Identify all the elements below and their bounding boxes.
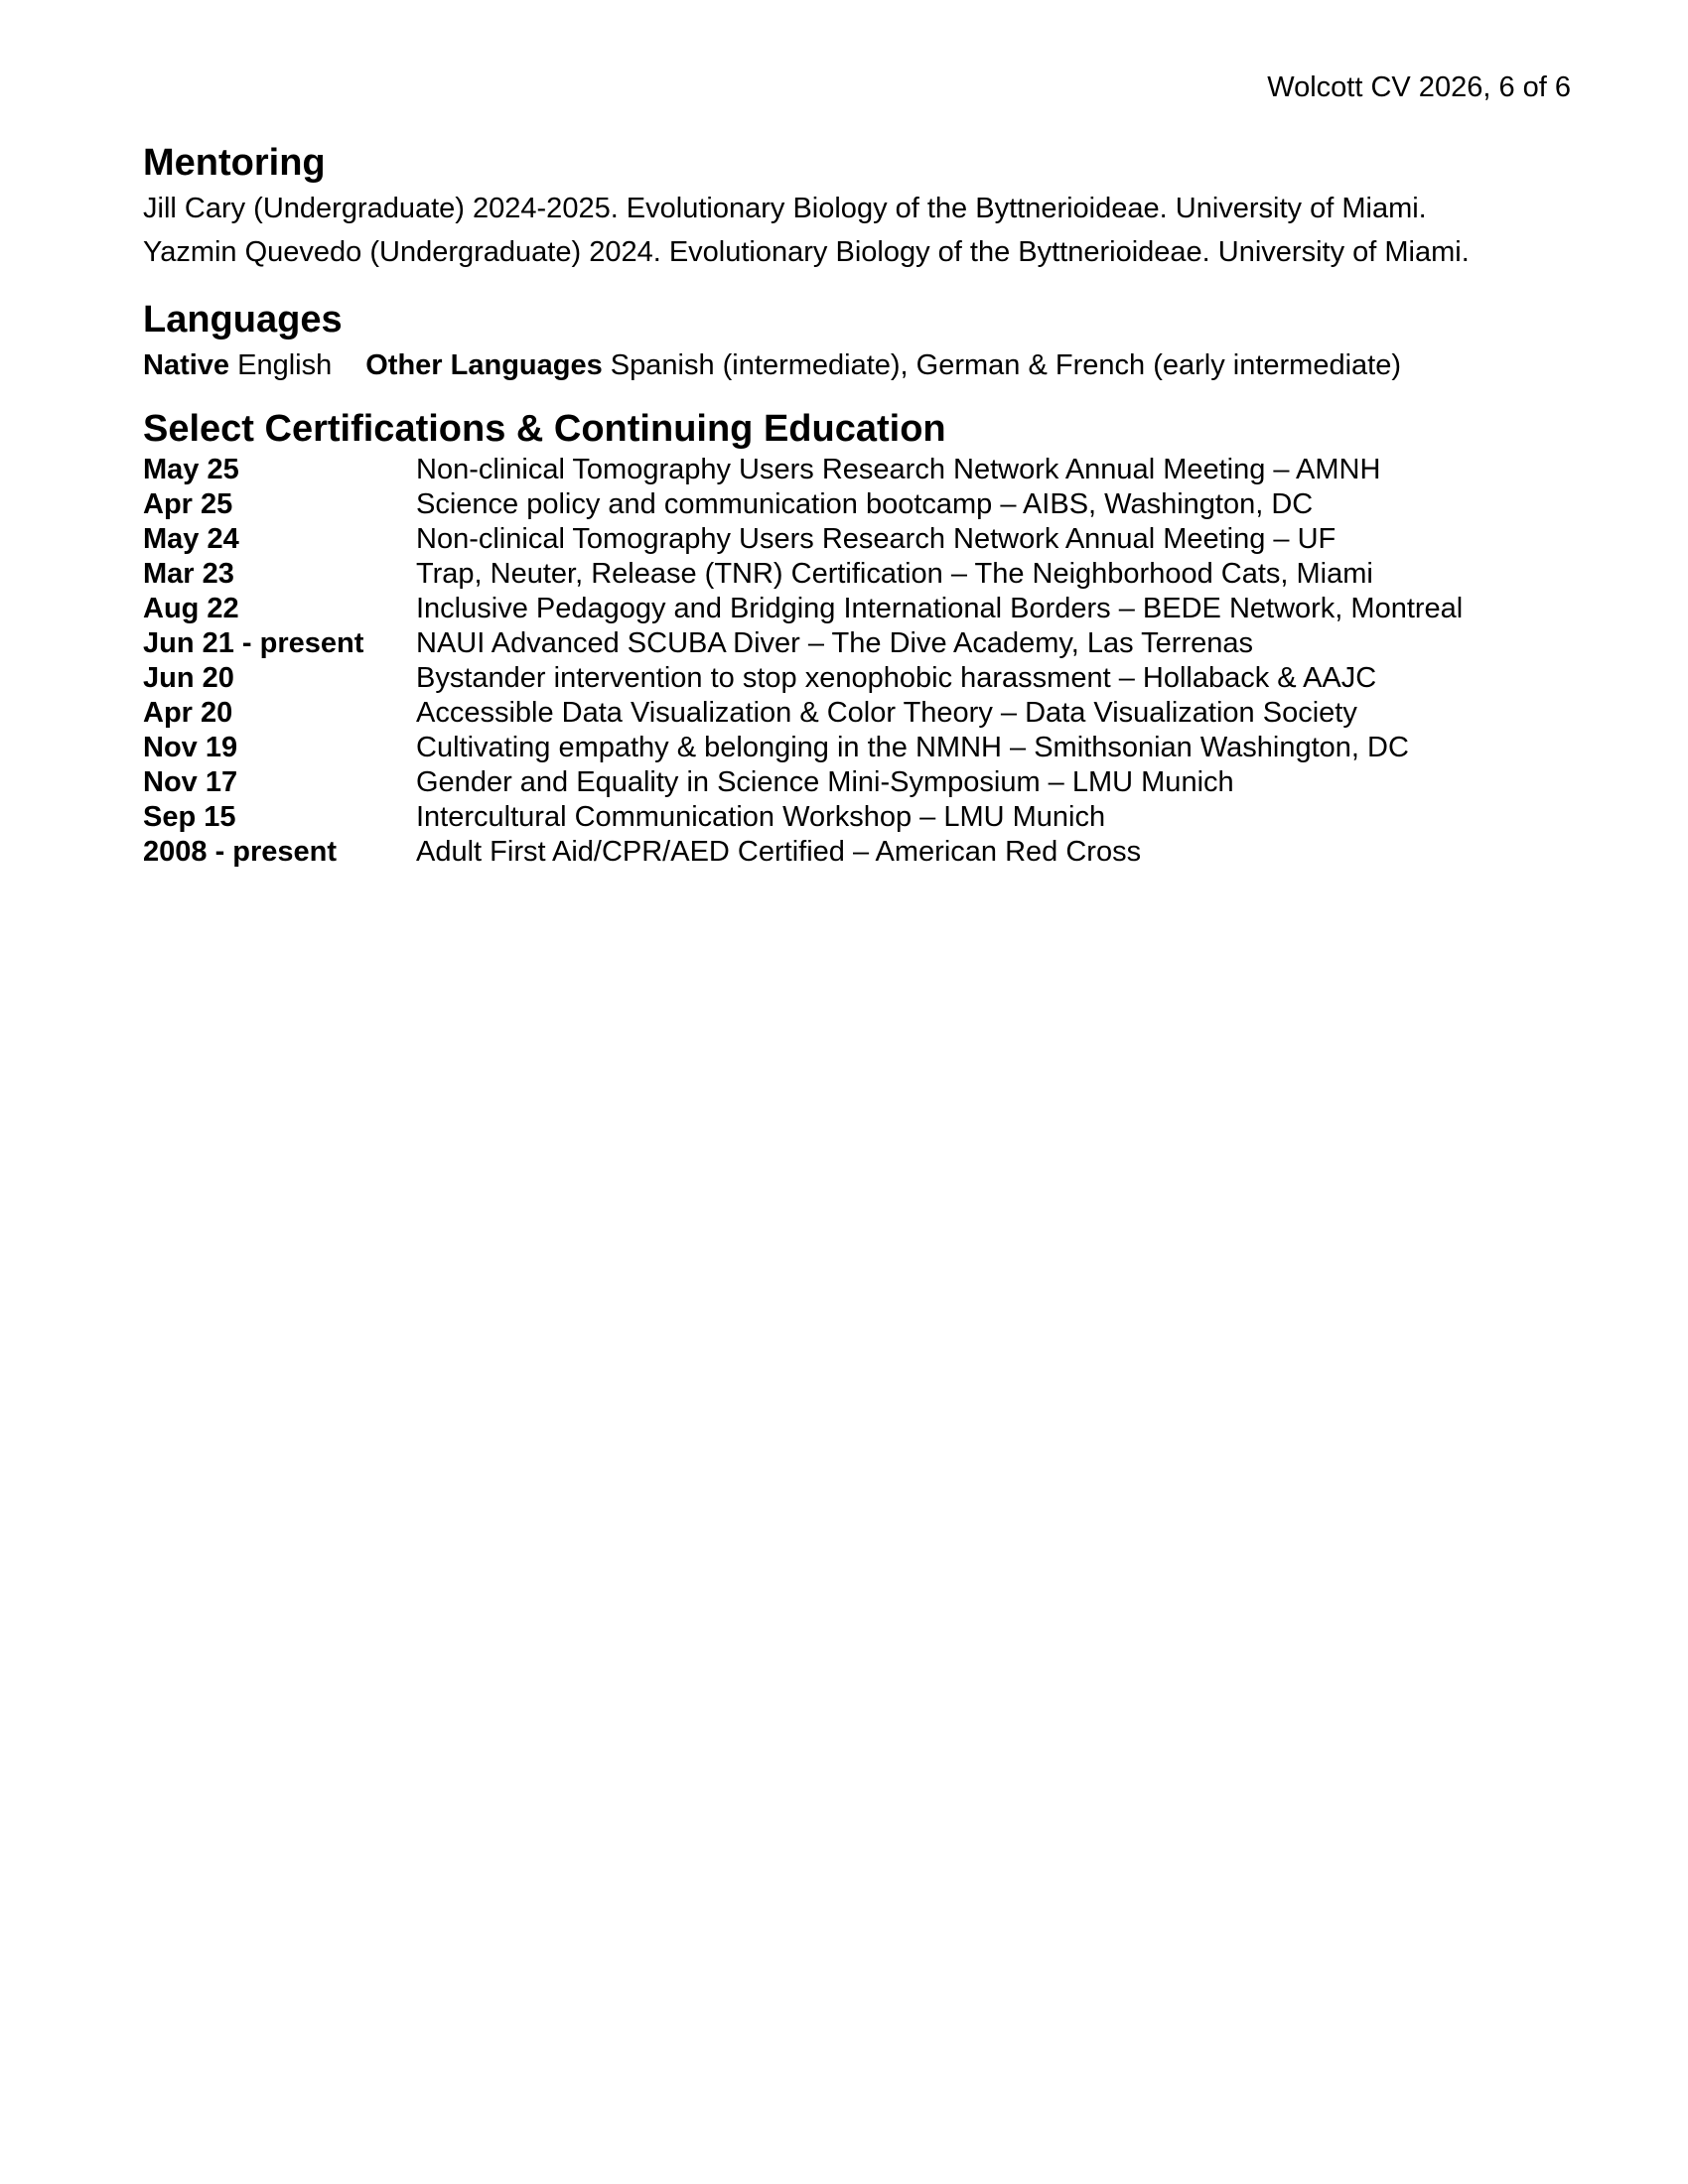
languages-heading: Languages [143,299,343,341]
certification-row [143,765,1553,800]
certification-row [143,835,1553,870]
certification-row [143,557,1553,592]
certification-description: Trap, Neuter, Release (TNR) Certification – The Neighborhood Cats, Miami [416,558,1373,590]
certification-description: Intercultural Communication Workshop – LMU Munich [416,801,1106,833]
certification-date: Jun 20 [143,662,234,694]
certification-row [143,696,1553,731]
certification-row [143,453,1553,487]
certification-description: Non-clinical Tomography Users Research Network Annual Meeting – AMNH [416,454,1381,485]
certification-date: 2008 - present [143,836,338,868]
native-language-label: Native [143,349,230,381]
languages-section [143,296,1553,387]
certification-date: Nov 19 [143,732,238,763]
running-header: Wolcott CV 2026, 6 of 6 [1267,71,1571,103]
certification-date: Nov 17 [143,766,238,798]
certification-description: Non-clinical Tomography Users Research Network Annual Meeting – UF [416,523,1336,555]
mentoring-section [143,139,1553,274]
languages-line [143,343,1553,387]
certification-row [143,592,1553,626]
certification-description: Science policy and communication bootcamp – AIBS, Washington, DC [416,488,1314,520]
certification-description: NAUI Advanced SCUBA Diver – The Dive Academy, Las Terrenas [416,627,1254,659]
mentoring-entry: Yazmin Quevedo (Undergraduate) 2024. Evolutionary Biology of the Byttnerioideae. University of Miami. [143,236,1470,268]
certification-date: May 25 [143,454,239,485]
other-languages-label: Other Languages [365,349,603,381]
certification-date: May 24 [143,523,239,555]
mentoring-list [143,187,1553,274]
certification-row [143,522,1553,557]
certification-row [143,626,1553,661]
page-content [143,139,1553,870]
certification-row [143,800,1553,835]
certification-date: Mar 23 [143,558,234,590]
certification-description: Adult First Aid/CPR/AED Certified – American Red Cross [416,836,1142,868]
certifications-heading: Select Certifications & Continuing Education [143,408,946,450]
certification-row [143,661,1553,696]
certification-date: Jun 21 - present [143,627,364,659]
certification-description: Accessible Data Visualization & Color Theory – Data Visualization Society [416,697,1357,729]
native-language-value: English [237,349,333,381]
certification-date: Sep 15 [143,801,236,833]
certification-date: Aug 22 [143,593,239,624]
certification-description: Cultivating empathy & belonging in the NMNH – Smithsonian Washington, DC [416,732,1409,763]
certifications-section [143,405,1553,870]
certification-description: Bystander intervention to stop xenophobic harassment – Hollaback & AAJC [416,662,1377,694]
certification-description: Inclusive Pedagogy and Bridging International Borders – BEDE Network, Montreal [416,593,1464,624]
mentoring-entry: Jill Cary (Undergraduate) 2024-2025. Evolutionary Biology of the Byttnerioideae. University of Miami. [143,193,1427,224]
other-languages-value: Spanish (intermediate), German & French (early intermediate) [610,349,1402,381]
mentoring-heading: Mentoring [143,142,326,184]
certifications-list [143,453,1553,870]
certification-row [143,731,1553,765]
certification-date: Apr 25 [143,488,233,520]
certification-row [143,487,1553,522]
certification-description: Gender and Equality in Science Mini-Symposium – LMU Munich [416,766,1234,798]
certification-date: Apr 20 [143,697,233,729]
